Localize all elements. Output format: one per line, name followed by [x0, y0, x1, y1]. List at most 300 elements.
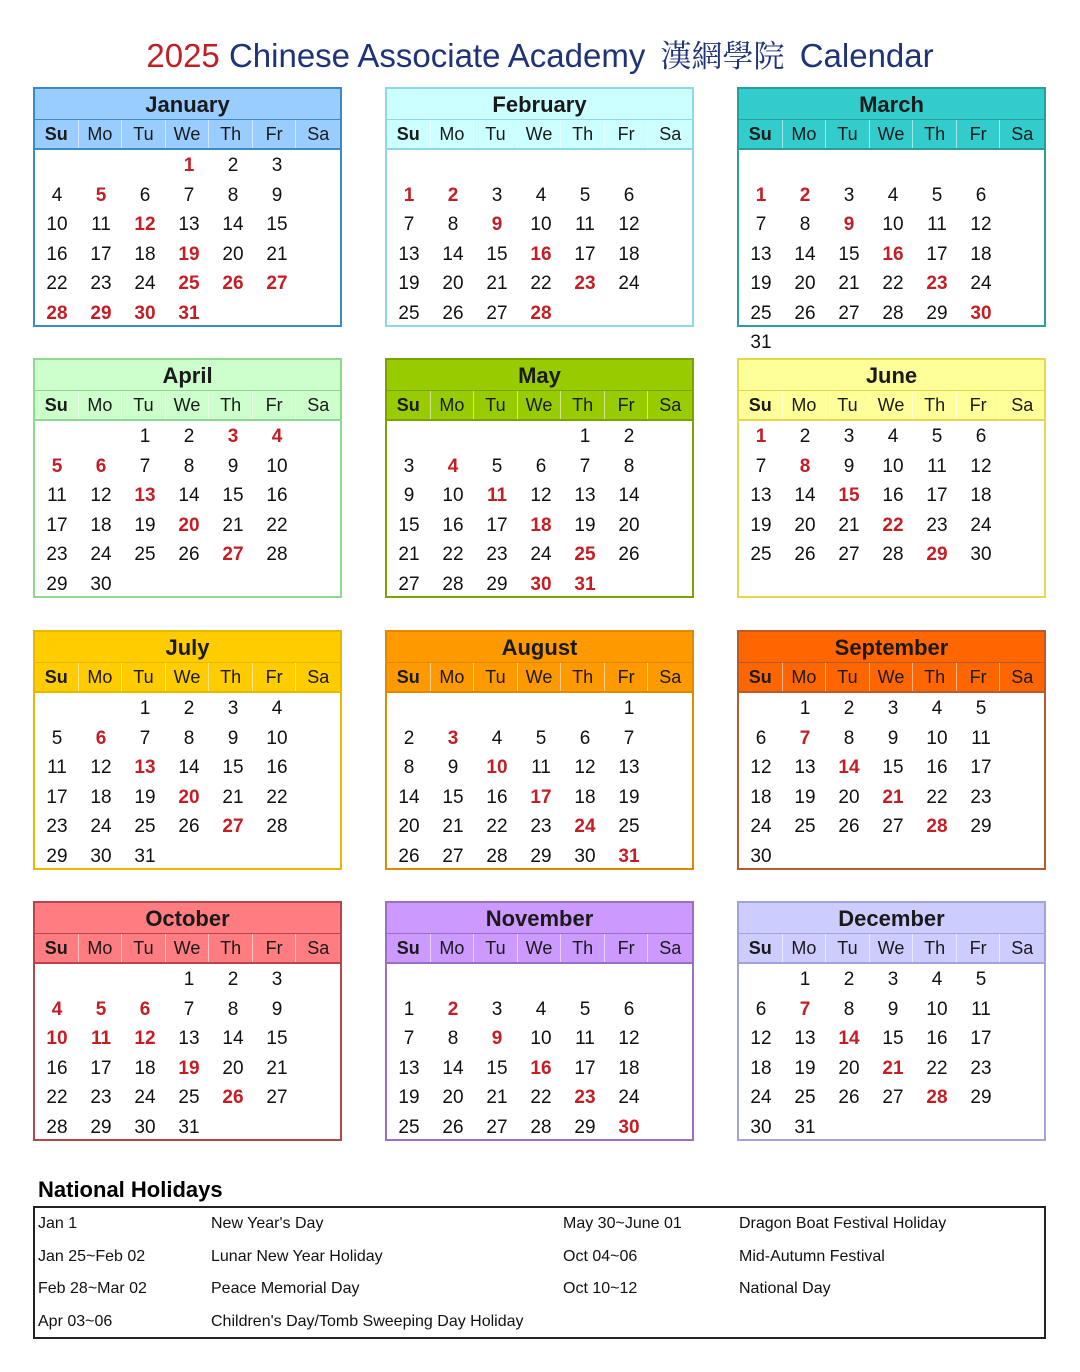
day-cell: 27: [838, 544, 860, 565]
weekday-label: Su: [387, 934, 431, 962]
day-cell: 5: [975, 969, 987, 990]
day-cell: 24: [970, 514, 992, 536]
day-cell: 1: [139, 698, 151, 719]
weekday-label: Tu: [474, 391, 518, 419]
day-cell: 16: [486, 786, 508, 808]
weekday-label: Tu: [122, 934, 166, 962]
day-cell: 2: [227, 969, 239, 990]
day-cell: 4: [535, 184, 547, 206]
month-name: December: [739, 903, 1044, 934]
day-cell: 18: [750, 786, 772, 808]
day-cell: 14: [794, 243, 816, 265]
weekday-label: Tu: [826, 663, 870, 691]
day-cell: 19: [178, 1057, 200, 1079]
day-cell: 26: [794, 302, 816, 324]
weekday-label: Fr: [957, 391, 1001, 419]
weekday-label: Th: [209, 934, 253, 962]
day-cell: 3: [843, 184, 855, 206]
weekday-header: [739, 934, 1044, 964]
month-november: [385, 901, 694, 1141]
weekday-label: Fr: [605, 120, 649, 148]
month-name: July: [35, 632, 340, 663]
day-cell: 5: [931, 426, 943, 447]
day-cell: 1: [799, 698, 811, 719]
day-empty: [563, 965, 607, 995]
day-cell: 8: [447, 214, 459, 235]
weekday-label: Fr: [957, 120, 1001, 148]
day-cell: 23: [46, 816, 68, 837]
holiday-date: May 30~June 01: [563, 1215, 682, 1232]
day-cell: 30: [750, 1116, 772, 1138]
day-cell: 3: [227, 426, 239, 447]
day-empty: [827, 151, 871, 181]
weekday-header: [387, 934, 692, 964]
day-cell: 16: [530, 243, 552, 265]
weekday-label: Tu: [826, 391, 870, 419]
day-cell: 4: [447, 455, 459, 477]
day-cell: 14: [838, 1028, 860, 1049]
day-cell: 23: [530, 816, 552, 837]
day-cell: 8: [403, 757, 415, 778]
day-cell: 18: [134, 1057, 156, 1079]
weekday-label: Fr: [605, 663, 649, 691]
day-cell: 31: [750, 332, 772, 353]
day-cell: 11: [531, 757, 551, 778]
day-cell: 17: [486, 514, 508, 536]
day-cell: 29: [530, 845, 552, 867]
day-empty: [387, 965, 431, 995]
day-cell: 28: [530, 302, 552, 324]
weekday-header: [739, 120, 1044, 150]
day-cell: 15: [442, 786, 464, 808]
day-cell: 30: [970, 302, 992, 324]
weekday-label: Sa: [659, 667, 682, 687]
day-cell: 20: [178, 786, 200, 808]
day-cell: 30: [90, 573, 112, 595]
day-empty: [387, 694, 431, 724]
title-suffix: Calendar: [799, 37, 934, 74]
weekday-header: [387, 120, 692, 150]
day-cell: 4: [931, 969, 943, 990]
month-name: April: [35, 360, 340, 391]
day-cell: 4: [535, 998, 547, 1020]
day-cell: 10: [530, 1028, 552, 1049]
day-cell: 6: [535, 455, 547, 477]
day-cell: 11: [47, 485, 67, 506]
day-cell: 21: [882, 1057, 904, 1079]
day-cell: 13: [618, 757, 640, 778]
day-cell: 5: [579, 998, 591, 1020]
weekday-label: We: [518, 663, 562, 691]
day-cell: 8: [227, 998, 239, 1020]
weekday-label: Th: [561, 391, 605, 419]
day-cell: 6: [975, 426, 987, 447]
weekday-label: Tu: [474, 663, 518, 691]
day-cell: 9: [887, 727, 899, 749]
month-name: March: [739, 89, 1044, 120]
weekday-label: Tu: [826, 120, 870, 148]
day-cell: 17: [926, 485, 948, 506]
day-cell: 24: [574, 816, 596, 837]
day-empty: [563, 151, 607, 181]
day-cell: 22: [486, 816, 508, 837]
day-cell: 25: [794, 1087, 816, 1108]
day-cell: 5: [535, 727, 547, 749]
weekday-label: Mo: [431, 663, 475, 691]
day-cell: 12: [134, 1028, 156, 1049]
day-cell: 10: [46, 214, 68, 235]
day-empty: [123, 151, 167, 181]
day-cell: 12: [750, 757, 772, 778]
day-cell: 13: [398, 243, 420, 265]
day-cell: 22: [442, 544, 464, 565]
day-cell: 23: [90, 1087, 112, 1108]
day-cell: 13: [574, 485, 596, 506]
month-name: November: [387, 903, 692, 934]
day-cell: 23: [90, 273, 112, 294]
day-cell: 31: [134, 845, 156, 867]
day-cell: 2: [447, 184, 459, 206]
day-cell: 7: [623, 727, 635, 749]
day-cell: 9: [271, 184, 283, 206]
weekday-label: Mo: [79, 391, 123, 419]
day-cell: 8: [843, 998, 855, 1020]
day-cell: 15: [838, 243, 860, 265]
day-cell: 11: [971, 998, 991, 1020]
day-empty: [519, 694, 563, 724]
day-cell: 19: [134, 514, 156, 536]
holidays-title: National Holidays: [38, 1177, 223, 1202]
day-cell: 1: [403, 184, 415, 206]
day-cell: 28: [530, 1116, 552, 1138]
day-cell: 18: [750, 1057, 772, 1079]
day-cell: 9: [491, 214, 503, 235]
day-cell: 4: [931, 698, 943, 719]
day-cell: 24: [750, 1087, 772, 1108]
weekday-label: We: [518, 934, 562, 962]
day-cell: 19: [750, 273, 772, 294]
day-cell: 16: [530, 1057, 552, 1079]
day-cell: 8: [183, 455, 195, 477]
holiday-row: [35, 1245, 1044, 1278]
day-cell: 4: [51, 998, 63, 1020]
weekday-label: Mo: [431, 934, 475, 962]
day-cell: 2: [799, 426, 811, 447]
day-cell: 14: [398, 786, 420, 808]
day-cell: 14: [178, 485, 200, 506]
day-cell: 10: [442, 485, 464, 506]
day-cell: 21: [222, 514, 244, 536]
day-cell: 21: [838, 273, 860, 294]
weekday-label: Mo: [783, 934, 827, 962]
day-cell: 16: [926, 757, 948, 778]
day-cell: 19: [398, 1087, 420, 1108]
day-cell: 27: [222, 816, 244, 837]
weekday-header: [35, 120, 340, 150]
day-cell: 8: [227, 184, 239, 206]
weekday-label: Th: [913, 663, 957, 691]
weekday-label: Sa: [307, 667, 330, 687]
day-cell: 2: [799, 184, 811, 206]
day-cell: 18: [90, 786, 112, 808]
day-cell: 28: [266, 816, 288, 837]
day-cell: 13: [398, 1057, 420, 1079]
day-cell: 6: [95, 727, 107, 749]
day-cell: 17: [90, 1057, 112, 1079]
day-cell: 30: [618, 1116, 640, 1138]
day-cell: 17: [970, 757, 992, 778]
day-cell: 20: [222, 243, 244, 265]
day-cell: 24: [618, 1087, 640, 1108]
weekday-label: Fr: [605, 391, 649, 419]
holiday-name: Peace Memorial Day: [211, 1280, 360, 1297]
month-february: [385, 87, 694, 327]
day-cell: 19: [134, 786, 156, 808]
weekday-label: Su: [35, 391, 79, 419]
weekday-header: [35, 391, 340, 421]
day-cell: 28: [266, 544, 288, 565]
day-cell: 13: [794, 1028, 816, 1049]
weekday-label: Fr: [957, 663, 1001, 691]
day-cell: 2: [843, 969, 855, 990]
day-cell: 29: [90, 1116, 112, 1138]
day-cell: 26: [838, 816, 860, 837]
day-empty: [79, 422, 123, 452]
day-cell: 14: [838, 757, 860, 778]
weekday-label: Fr: [253, 391, 297, 419]
day-cell: 22: [530, 1087, 552, 1108]
day-cell: 28: [46, 302, 68, 324]
day-cell: 10: [926, 727, 948, 749]
day-cell: 17: [530, 786, 552, 808]
day-cell: 30: [750, 845, 772, 867]
day-cell: 7: [139, 455, 151, 477]
day-cell: 27: [882, 1087, 904, 1108]
title-chinese: 漢網學院: [660, 39, 785, 75]
day-cell: 7: [183, 184, 195, 206]
day-cell: 30: [574, 845, 596, 867]
day-cell: 17: [46, 786, 68, 808]
day-cell: 25: [398, 302, 420, 324]
weekday-label: Su: [739, 120, 783, 148]
day-cell: 24: [90, 816, 112, 837]
day-cell: 20: [794, 273, 816, 294]
day-cell: 7: [403, 214, 415, 235]
weekday-header: [387, 663, 692, 693]
day-cell: 2: [447, 998, 459, 1020]
day-cell: 19: [574, 514, 596, 536]
day-cell: 5: [975, 698, 987, 719]
day-cell: 3: [403, 455, 415, 477]
day-cell: 15: [266, 214, 288, 235]
day-cell: 5: [51, 727, 63, 749]
day-empty: [475, 151, 519, 181]
day-cell: 25: [750, 544, 772, 565]
month-december: [737, 901, 1046, 1141]
month-may: [385, 358, 694, 598]
month-april: [33, 358, 342, 598]
weekday-label: Tu: [474, 934, 518, 962]
day-cell: 1: [755, 426, 767, 447]
day-cell: 1: [799, 969, 811, 990]
day-cell: 25: [618, 816, 640, 837]
day-cell: 29: [926, 544, 948, 565]
day-cell: 19: [750, 514, 772, 536]
day-cell: 27: [838, 302, 860, 324]
day-cell: 19: [398, 273, 420, 294]
day-cell: 9: [843, 214, 855, 235]
day-empty: [35, 694, 79, 724]
title-name: Chinese Associate Academy: [228, 37, 646, 74]
day-cell: 18: [970, 243, 992, 265]
day-cell: 13: [134, 485, 156, 506]
weekday-label: Fr: [253, 120, 297, 148]
day-empty: [79, 965, 123, 995]
month-name: October: [35, 903, 340, 934]
day-grid: [387, 964, 692, 1142]
day-cell: 20: [222, 1057, 244, 1079]
day-cell: 23: [46, 544, 68, 565]
day-empty: [607, 965, 651, 995]
day-cell: 17: [926, 243, 948, 265]
month-march: [737, 87, 1046, 353]
day-cell: 4: [887, 184, 899, 206]
day-cell: 6: [755, 727, 767, 749]
holiday-name: Lunar New Year Holiday: [211, 1247, 383, 1265]
day-cell: 21: [442, 816, 464, 837]
day-grid: [739, 964, 1044, 1142]
day-cell: 22: [266, 786, 288, 808]
day-cell: 31: [794, 1116, 816, 1138]
month-name: June: [739, 360, 1044, 391]
day-cell: 30: [970, 544, 992, 565]
day-cell: 2: [183, 698, 195, 719]
weekday-label: Su: [35, 934, 79, 962]
holiday-name: [739, 1310, 1039, 1343]
day-grid: [387, 693, 692, 871]
day-cell: 22: [882, 273, 904, 294]
holiday-date: Oct 10~12: [563, 1280, 638, 1297]
holiday-date: Jan 25~Feb 02: [38, 1247, 146, 1265]
day-cell: 25: [178, 273, 200, 294]
holiday-name: National Day: [739, 1280, 831, 1297]
weekday-label: Sa: [659, 395, 682, 415]
day-cell: 11: [486, 485, 508, 506]
day-cell: 5: [95, 184, 107, 206]
day-cell: 8: [623, 455, 635, 477]
day-cell: 11: [971, 727, 991, 749]
weekday-label: Mo: [431, 391, 475, 419]
day-cell: 24: [618, 273, 640, 294]
day-cell: 14: [794, 485, 816, 506]
day-cell: 15: [222, 757, 244, 778]
day-cell: 15: [486, 1057, 508, 1079]
weekday-label: Fr: [605, 934, 649, 962]
day-cell: 4: [271, 426, 283, 447]
day-cell: 23: [486, 544, 508, 565]
day-grid: [35, 421, 340, 599]
day-cell: 16: [46, 1057, 68, 1079]
weekday-label: Th: [209, 391, 253, 419]
day-cell: 15: [838, 485, 860, 506]
day-cell: 1: [183, 969, 195, 990]
day-empty: [739, 694, 783, 724]
day-cell: 7: [403, 1028, 415, 1049]
day-cell: 25: [134, 544, 156, 565]
day-cell: 29: [486, 573, 508, 595]
day-cell: 6: [139, 184, 151, 206]
day-cell: 2: [843, 698, 855, 719]
day-cell: 10: [882, 214, 904, 235]
day-cell: 27: [266, 1087, 288, 1108]
day-empty: [35, 422, 79, 452]
weekday-label: Su: [35, 120, 79, 148]
day-cell: 17: [90, 243, 112, 265]
weekday-label: We: [870, 934, 914, 962]
day-empty: [607, 151, 651, 181]
day-cell: 15: [398, 514, 420, 536]
month-name: February: [387, 89, 692, 120]
day-cell: 28: [442, 573, 464, 595]
weekday-label: Th: [913, 391, 957, 419]
weekday-label: Mo: [79, 663, 123, 691]
day-cell: 29: [46, 845, 68, 867]
day-cell: 9: [491, 1028, 503, 1049]
day-cell: 3: [887, 969, 899, 990]
day-cell: 31: [618, 845, 640, 867]
day-cell: 20: [398, 816, 420, 837]
day-cell: 24: [90, 544, 112, 565]
day-empty: [915, 151, 959, 181]
day-cell: 17: [574, 1057, 596, 1079]
day-cell: 3: [491, 184, 503, 206]
holiday-date: Oct 04~06: [563, 1247, 638, 1265]
day-cell: 20: [838, 786, 860, 808]
holiday-date: Apr 03~06: [38, 1312, 113, 1330]
day-cell: 16: [926, 1028, 948, 1049]
day-empty: [739, 965, 783, 995]
day-cell: 17: [970, 1028, 992, 1049]
weekday-label: We: [166, 934, 210, 962]
weekday-label: We: [166, 391, 210, 419]
day-cell: 17: [574, 243, 596, 265]
day-cell: 21: [882, 786, 904, 808]
day-cell: 1: [183, 155, 195, 176]
day-cell: 20: [442, 273, 464, 294]
day-cell: 30: [134, 302, 156, 324]
day-cell: 21: [222, 786, 244, 808]
day-cell: 9: [271, 998, 283, 1020]
day-cell: 26: [618, 544, 640, 565]
day-cell: 1: [139, 426, 151, 447]
day-cell: 28: [882, 302, 904, 324]
day-cell: 8: [799, 214, 811, 235]
day-cell: 27: [222, 544, 244, 565]
month-august: [385, 630, 694, 870]
day-cell: 13: [178, 214, 200, 235]
day-cell: 25: [134, 816, 156, 837]
day-cell: 29: [90, 302, 112, 324]
day-cell: 10: [266, 727, 288, 749]
day-cell: 31: [574, 573, 596, 595]
day-cell: 21: [398, 544, 420, 565]
day-cell: 24: [134, 1087, 156, 1108]
day-cell: 15: [266, 1028, 288, 1049]
day-cell: 6: [623, 998, 635, 1020]
day-cell: 24: [970, 273, 992, 294]
weekday-label: Fr: [253, 663, 297, 691]
day-cell: 25: [178, 1087, 200, 1108]
